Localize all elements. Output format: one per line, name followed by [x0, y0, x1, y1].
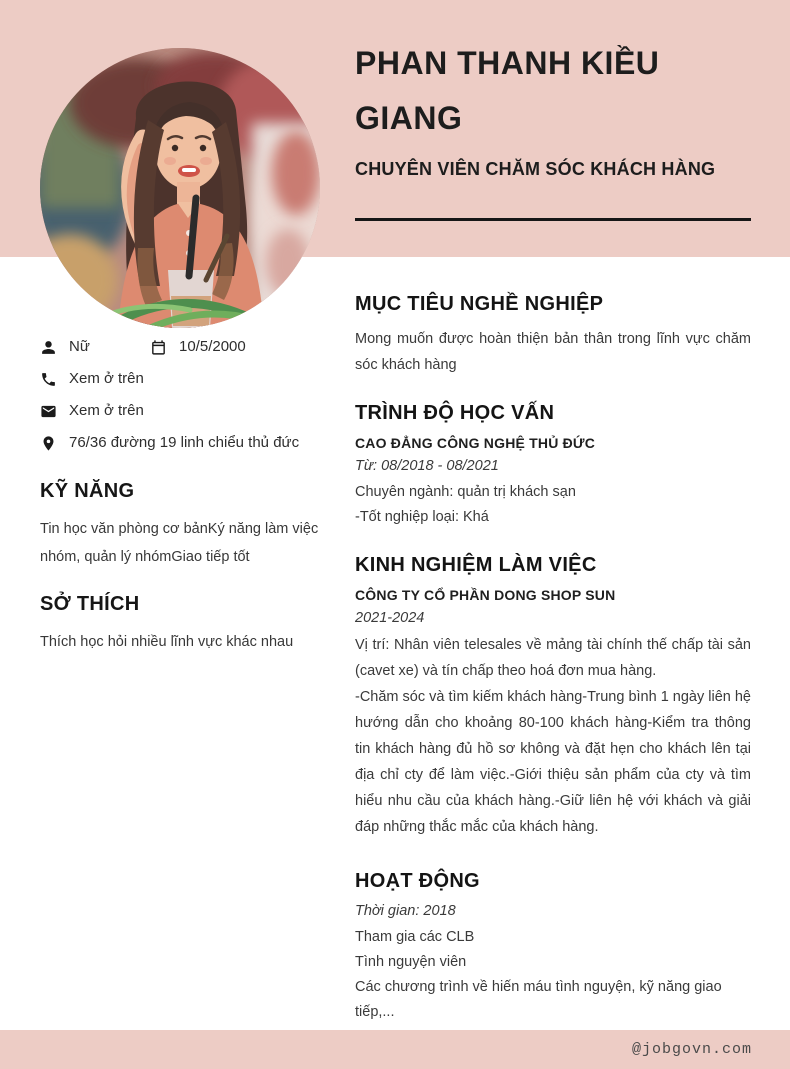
section-activities: [355, 870, 751, 1025]
activities-period: Thời gian: 2018: [355, 903, 456, 919]
education-period: Từ: 08/2018 - 08/2021: [355, 458, 499, 474]
objective-heading: MỤC TIÊU NGHỀ NGHIỆP: [355, 293, 604, 315]
section-objective: [355, 293, 751, 378]
candidate-name: PHAN THANH KIỀU GIANG: [355, 45, 660, 136]
education-heading: TRÌNH ĐỘ HỌC VẤN: [355, 402, 555, 424]
birthday-value: 10/5/2000: [179, 338, 246, 355]
email-value: Xem ở trên: [69, 402, 144, 419]
location-pin-icon: [40, 435, 57, 452]
right-column: [355, 293, 751, 1049]
experience-heading: KINH NGHIỆM LÀM VIỆC: [355, 554, 597, 576]
experience-company: CÔNG TY CỔ PHẦN DONG SHOP SUN: [355, 587, 616, 603]
experience-position: Vị trí: Nhân viên telesales về mảng tài chính thế chấp tài sản (cavet xe) và tín chấp theo hoá đơn mua hàng.: [355, 637, 751, 679]
experience-period: 2021-2024: [355, 610, 425, 626]
contact-row-phone: [40, 370, 336, 390]
left-column: [40, 338, 336, 656]
phone-icon: [40, 371, 57, 388]
profile-photo-illustration: [40, 48, 320, 328]
watermark: @jobgovn.com: [631, 1041, 752, 1058]
contact-row-email: [40, 402, 336, 422]
activities-item: Các chương trình về hiến máu tình nguyện, kỹ năng giao tiếp,...: [355, 979, 722, 1020]
email-icon: [40, 403, 57, 420]
birthday-pair: [150, 338, 246, 356]
gender-pair: [40, 338, 150, 356]
activities-item: Tình nguyện viên: [355, 954, 467, 970]
header-divider: [355, 218, 751, 221]
header: [355, 36, 751, 221]
skills-heading: KỸ NĂNG: [40, 480, 135, 502]
contact-row-gender-dob: [40, 338, 336, 358]
calendar-icon: [150, 339, 167, 356]
person-icon: [40, 339, 57, 356]
job-title: CHUYÊN VIÊN CHĂM SÓC KHÁCH HÀNG: [355, 159, 716, 179]
activities-heading: HOẠT ĐỘNG: [355, 870, 480, 892]
skills-text: Tin học văn phòng cơ bảnKý năng làm việc nhóm, quản lý nhómGiao tiếp tốt: [40, 521, 319, 565]
address-value: 76/36 đường 19 linh chiểu thủ đức: [69, 434, 300, 451]
profile-photo: [40, 48, 320, 328]
objective-text: Mong muốn được hoàn thiện bản thân trong lĩnh vực chăm sóc khách hàng: [355, 331, 751, 373]
section-experience: [355, 554, 751, 840]
education-grade: -Tốt nghiệp loại: Khá: [355, 509, 489, 525]
section-education: [355, 402, 751, 530]
activities-item: Tham gia các CLB: [355, 929, 475, 945]
hobbies-heading: SỞ THÍCH: [40, 593, 140, 615]
contact-row-address: [40, 434, 336, 454]
education-major: Chuyên ngành: quản trị khách sạn: [355, 484, 576, 500]
phone-value: Xem ở trên: [69, 370, 144, 387]
gender-value: Nữ: [69, 338, 90, 355]
hobbies-text: Thích học hỏi nhiều lĩnh vực khác nhau: [40, 634, 294, 650]
experience-details: -Chăm sóc và tìm kiếm khách hàng-Trung bình 1 ngày liên hệ hướng dẫn cho khoảng 80-100 khách hàng-Kiểm tra thông tin khách hàng đủ hồ sơ không và đặt hẹn cho khách lên tại địa chỉ cty để làm việc.-Giới thiệu sản phẩm của cty và tìm hiểu nhu cầu của khách hàng.-Giữ liên hệ với khách và giải đáp những thắc mắc của khách hàng.: [355, 689, 751, 835]
education-school: CAO ĐẲNG CÔNG NGHỆ THỦ ĐỨC: [355, 435, 596, 451]
footer-bar: [0, 1030, 790, 1069]
